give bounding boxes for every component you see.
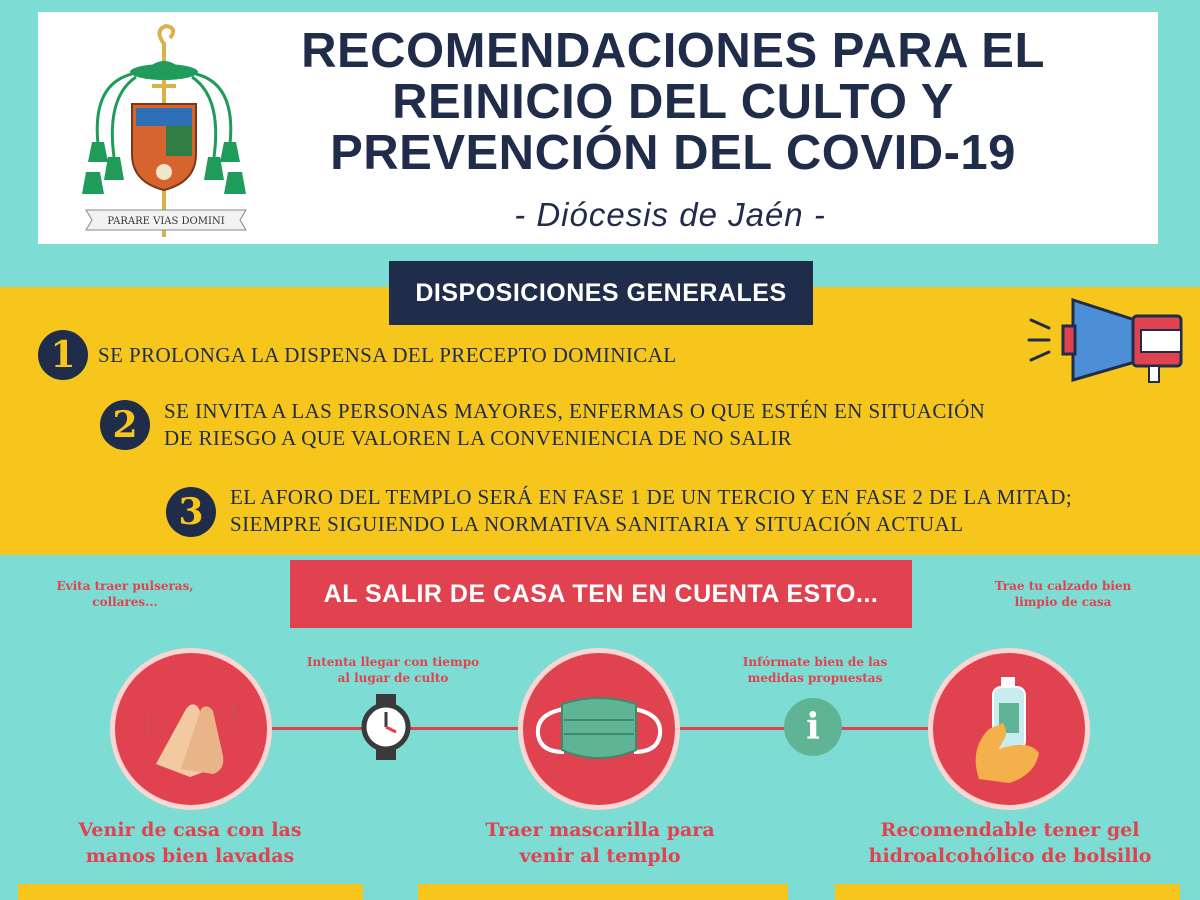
tip-shoes-line-1: Trae tu calzado bien (994, 579, 1132, 593)
item-3-number: 3 (166, 487, 216, 537)
general-dispositions-heading: DISPOSICIONES GENERALES (389, 261, 813, 325)
tip-shoes-line-2: limpio de casa (1014, 595, 1112, 609)
clapping-hands-icon (136, 674, 246, 784)
item-1-number: 1 (38, 330, 88, 380)
item-3-line-1: EL AFORO DEL TEMPLO SERÁ EN FASE 1 DE UN TERCIO Y EN FASE 2 DE LA MITAD; (230, 485, 1073, 509)
bottom-box-left (18, 884, 363, 900)
bottom-box-right (835, 884, 1180, 900)
item-2-line-1: SE INVITA A LAS PERSONAS MAYORES, ENFERMAS O QUE ESTÉN EN SITUACIÓN (164, 399, 986, 423)
hands-circle (110, 648, 272, 810)
mask-label-line-1: Traer mascarilla para (485, 819, 715, 841)
title-line-3: PREVENCIÓN DEL COVID-19 (330, 126, 1016, 180)
bottom-box-center (418, 884, 788, 900)
hand-sanitizer-icon (959, 669, 1059, 789)
hands-label (50, 817, 330, 869)
tip-inform (710, 654, 920, 686)
title-line-2: REINICIO DEL CULTO Y (392, 75, 954, 129)
mask-label-line-2: venir al templo (519, 845, 681, 867)
tip-shoes (968, 578, 1158, 610)
page-title (248, 26, 1098, 179)
item-2-text (164, 398, 985, 452)
gel-label (840, 817, 1180, 869)
gel-circle (928, 648, 1090, 810)
gel-label-line-1: Recomendable tener gel (880, 819, 1140, 841)
mask-label (455, 817, 745, 869)
item-1-text (98, 342, 676, 369)
tip-jewelry (30, 578, 220, 610)
item-2-line-2: DE RIESGO A QUE VALOREN LA CONVENIENCIA DE NO SALIR (164, 426, 793, 450)
tip-jewelry-line-2: collares... (92, 595, 158, 609)
tip-jewelry-line-1: Evita traer pulseras, (56, 579, 194, 593)
clock-icon (360, 694, 412, 760)
tip-arrive-early (278, 654, 508, 686)
tip-inform-line-1: Infórmate bien de las (742, 655, 888, 669)
hands-label-line-1: Venir de casa con las (78, 819, 302, 841)
leaving-home-heading: AL SALIR DE CASA TEN EN CUENTA ESTO... (290, 560, 912, 628)
item-3-line-2: SIEMPRE SIGUIENDO LA NORMATIVA SANITARIA Y SITUACIÓN ACTUAL (230, 512, 964, 536)
item-3-text (230, 484, 1072, 538)
tip-arrive-line-1: Intenta llegar con tiempo (306, 655, 480, 669)
tip-inform-line-2: medidas propuestas (747, 671, 883, 685)
megaphone-icon (1025, 290, 1190, 385)
item-1-line-1: SE PROLONGA LA DISPENSA DEL PRECEPTO DOMINICAL (98, 343, 677, 367)
page-subtitle: - Diócesis de Jaén - (514, 196, 826, 233)
face-mask-icon (534, 684, 664, 774)
hands-label-line-2: manos bien lavadas (85, 845, 295, 867)
info-icon: i (784, 698, 842, 756)
gel-label-line-2: hidroalcohólico de bolsillo (868, 845, 1152, 867)
tip-arrive-line-2: al lugar de culto (337, 671, 449, 685)
mask-circle (518, 648, 680, 810)
title-line-1: RECOMENDACIONES PARA EL (301, 24, 1045, 78)
crest-motto: PARARE VIAS DOMINI (107, 216, 225, 227)
item-2-number: 2 (100, 400, 150, 450)
crest-icon (78, 22, 253, 237)
